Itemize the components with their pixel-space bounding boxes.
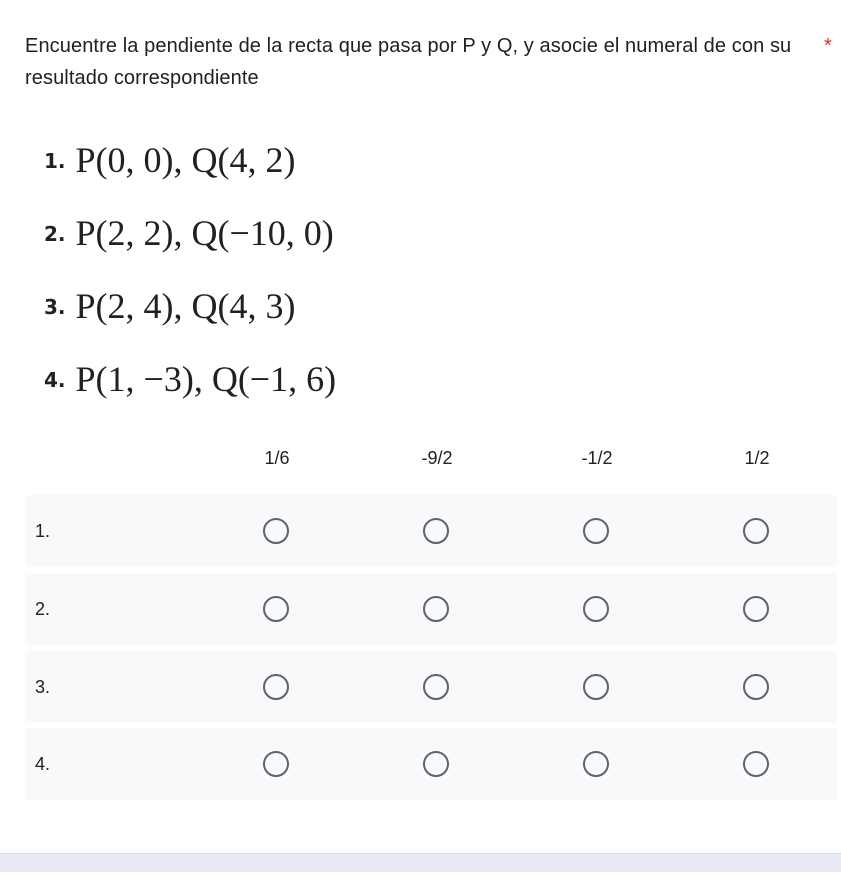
radio-button[interactable] — [263, 596, 289, 622]
radio-button[interactable] — [423, 596, 449, 622]
problem-number: 3. — [44, 295, 66, 319]
grid-column-header: -9/2 — [421, 448, 453, 468]
grid-row-label: 2. — [35, 599, 51, 619]
problem-number: 1. — [44, 149, 66, 173]
problem-item — [44, 213, 334, 253]
problem-number: 2. — [44, 222, 66, 246]
question-title: Encuentre la pendiente de la recta que pasa por P y Q, y asocie el numeral de con su resultado correspondiente — [25, 35, 792, 89]
radio-button[interactable] — [743, 596, 769, 622]
grid-row — [25, 573, 837, 645]
radio-button[interactable] — [583, 518, 609, 544]
radio-button[interactable] — [423, 674, 449, 700]
grid-row-label: 4. — [35, 754, 51, 774]
grid-column-header: 1/2 — [744, 448, 770, 468]
required-asterisk: * — [824, 35, 832, 57]
problem-expression: P(2, 4), Q(4, 3) — [75, 286, 296, 326]
problem-item — [44, 359, 336, 399]
grid-column-header: -1/2 — [581, 448, 613, 468]
grid-row — [25, 495, 837, 567]
radio-button[interactable] — [423, 518, 449, 544]
grid-column-header: 1/6 — [264, 448, 290, 468]
footer-divider — [0, 853, 841, 872]
radio-button[interactable] — [583, 596, 609, 622]
radio-button[interactable] — [263, 751, 289, 777]
radio-button[interactable] — [263, 674, 289, 700]
radio-button[interactable] — [743, 518, 769, 544]
grid-row-label: 3. — [35, 677, 51, 697]
problem-expression: P(0, 0), Q(4, 2) — [75, 140, 296, 180]
problem-expression: P(1, −3), Q(−1, 6) — [75, 359, 337, 399]
grid-row — [25, 728, 837, 800]
problem-item — [44, 286, 296, 326]
radio-button[interactable] — [583, 674, 609, 700]
radio-button[interactable] — [743, 674, 769, 700]
radio-button[interactable] — [263, 518, 289, 544]
radio-button[interactable] — [743, 751, 769, 777]
radio-button[interactable] — [583, 751, 609, 777]
grid-row — [25, 651, 837, 723]
radio-button[interactable] — [423, 751, 449, 777]
problem-number: 4. — [44, 368, 66, 392]
problem-expression: P(2, 2), Q(−10, 0) — [75, 213, 334, 253]
grid-row-label: 1. — [35, 521, 51, 541]
problem-item — [44, 140, 296, 180]
